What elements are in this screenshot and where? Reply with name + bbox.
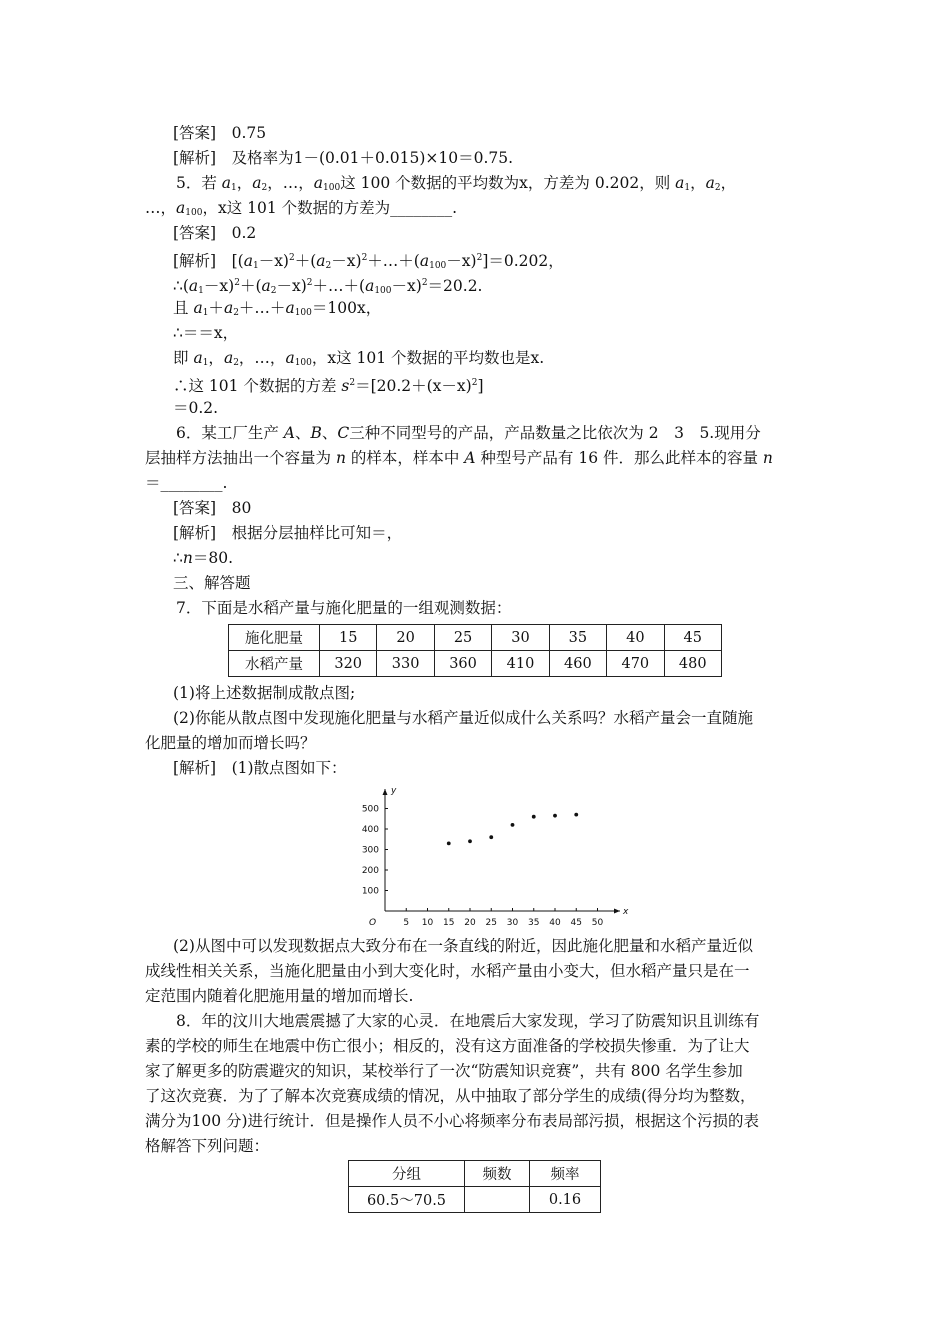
table-cell: 60.5～70.5 xyxy=(349,1187,465,1213)
table-header: 频率 xyxy=(530,1161,601,1187)
q6-result: ∴n＝80. xyxy=(173,549,234,567)
q4-answer: [答案] 0.75 xyxy=(173,124,267,142)
scatter-point xyxy=(574,813,578,817)
table-row xyxy=(229,625,722,651)
q7-part2-line2: 化肥量的增加而增长吗？ xyxy=(145,734,316,752)
table-cell: 460 xyxy=(549,651,606,677)
q5-answer: [答案] 0.2 xyxy=(173,224,257,242)
q8-line1: 8．年的汶川大地震震撼了大家的心灵．在地震后大家发现，学习了防震知识且训练有 xyxy=(176,1012,760,1030)
q7-part2-line1: (2)你能从散点图中发现施化肥量与水稻产量近似成什么关系吗？水稻产量会一直随施 xyxy=(173,709,753,727)
table-row-label: 水稻产量 xyxy=(229,651,320,677)
y-axis-arrow xyxy=(383,789,388,795)
q8-line4: 了这次竞赛．为了了解本次竞赛成绩的情况，从中抽取了部分学生的成绩(得分均为整数， xyxy=(145,1087,756,1105)
scatter-point xyxy=(532,815,536,819)
table-cell: 15 xyxy=(320,625,377,651)
x-tick-label: 35 xyxy=(528,918,540,928)
q7-data-table xyxy=(228,624,722,677)
chart-points xyxy=(447,813,578,846)
chart-axes xyxy=(362,786,629,928)
q5-analysis: [解析] $[(a_1-x)^2+(a_2-x)^2+\dots+(a_{100}-x)^2]=0.202$， xyxy=(173,252,564,271)
x-axis-arrow xyxy=(614,909,620,914)
q7-part1: (1)将上述数据制成散点图; xyxy=(173,684,356,702)
x-tick-label: 25 xyxy=(485,918,497,928)
y-tick-label: 400 xyxy=(361,825,379,835)
scatter-point xyxy=(553,814,557,818)
q7-conclusion-line2: 成线性相关关系，当施化肥量由小到大变化时，水稻产量由小变大，但水稻产量只是在一 xyxy=(145,962,750,980)
y-tick-label: 500 xyxy=(361,804,379,815)
table-cell: 25 xyxy=(434,625,491,651)
x-tick-label: 10 xyxy=(421,918,434,928)
table-cell: 45 xyxy=(664,625,721,651)
q8-line5: 满分为100 分)进行统计．但是操作人员不小心将频率分布表局部污损，根据这个污损的表 xyxy=(145,1112,760,1130)
table-cell: 0.16 xyxy=(530,1187,601,1213)
q8-line3: 家了解更多的防震避灾的知识，某校举行了一次“防震知识竞赛”，共有 800 名学生参加 xyxy=(145,1062,743,1080)
origin-label: O xyxy=(369,918,377,928)
x-tick-label: 15 xyxy=(443,918,455,928)
table-cell: 35 xyxy=(549,625,606,651)
table-cell: 360 xyxy=(434,651,491,677)
x-tick-label: 30 xyxy=(506,918,519,928)
table-cell: 470 xyxy=(607,651,664,677)
q6-answer: [答案] 80 xyxy=(173,499,252,517)
x-tick-label: 5 xyxy=(403,918,410,928)
q5-stem-line2: …，$a_{100}$，x这 101 个数据的方差为________. xyxy=(145,199,458,218)
x-tick-label: 50 xyxy=(591,918,604,928)
x-axis-label: x xyxy=(623,907,629,917)
q6-analysis: [解析] 根据分层抽样比可知＝， xyxy=(173,524,403,542)
q5-result: ＝0.2. xyxy=(173,399,219,417)
scatter-chart xyxy=(355,783,630,928)
table-cell: 480 xyxy=(664,651,721,677)
q4-analysis: [解析] 及格率为1－(0.01＋0.015)×10＝0.75. xyxy=(173,149,514,167)
x-tick-label: 45 xyxy=(570,918,582,928)
table-cell: 40 xyxy=(607,625,664,651)
table-header: 分组 xyxy=(349,1161,465,1187)
q7-conclusion-line1: (2)从图中可以发现数据点大致分布在一条直线的附近，因此施化肥量和水稻产量近似 xyxy=(173,937,753,955)
q6-stem-line2: 层抽样方法抽出一个容量为 n 的样本，样本中 A 种型号产品有 16 件．那么此样本的容量 n xyxy=(145,449,773,467)
q5-therefore: $\therefore(a_1-x)^2+(a_2-x)^2+\dots+(a_{100}-x)^2=20.2$. xyxy=(173,277,483,296)
q6-stem-line3: ＝________. xyxy=(145,474,228,492)
q8-line6: 格解答下列问题： xyxy=(145,1137,270,1155)
scatter-point xyxy=(468,839,472,843)
table-cell: 410 xyxy=(492,651,549,677)
table-row xyxy=(229,651,722,677)
y-tick-label: 300 xyxy=(361,845,379,856)
x-tick-label: 40 xyxy=(549,918,561,928)
q7-conclusion-line3: 定范围内随着化肥施用量的增加而增长. xyxy=(145,987,414,1005)
q5-stem-line1: 5．若 $a_1$，$a_2$，…，$a_{100}$这 100 个数据的平均数为x，方差为 0.202，则 $a_1$，$a_2$， xyxy=(176,174,737,193)
table-cell: 30 xyxy=(492,625,549,651)
section-title: 三、解答题 xyxy=(173,574,251,592)
q6-stem-line1: 6．某工厂生产 A、B、C三种不同型号的产品，产品数量之比依次为 2 3 5.现用分 xyxy=(176,424,761,442)
y-tick-label: 100 xyxy=(361,886,379,897)
scatter-point xyxy=(447,841,451,845)
table-header-row xyxy=(349,1161,601,1187)
q5-sum: 且 $a_1+a_2+\dots+a_{100}=100x$， xyxy=(173,299,382,318)
table-header: 频数 xyxy=(465,1161,530,1187)
x-tick-label: 20 xyxy=(464,918,476,928)
table-cell xyxy=(465,1187,530,1213)
table-row xyxy=(349,1187,601,1213)
y-axis-label: y xyxy=(391,786,397,796)
table-row-label: 施化肥量 xyxy=(229,625,320,651)
table-cell: 320 xyxy=(320,651,377,677)
table-cell: 20 xyxy=(377,625,434,651)
table-cell: 330 xyxy=(377,651,434,677)
scatter-point xyxy=(489,835,493,839)
q7-analysis: [解析] (1)散点图如下： xyxy=(173,759,347,777)
q7-stem: 7．下面是水稻产量与施化肥量的一组观测数据： xyxy=(176,599,512,617)
scatter-point xyxy=(511,823,515,827)
q5-variance: ∴这 101 个数据的方差 $s^2=[20.2+(x-x)^2]$ xyxy=(173,377,484,395)
q5-mean-eq: ∴＝＝x， xyxy=(173,324,239,342)
q5-ji: 即 $a_1$，$a_2$，…，$a_{100}$，x这 101 个数据的平均数也是x. xyxy=(173,349,545,368)
q8-frequency-table xyxy=(348,1160,601,1213)
q8-line2: 素的学校的师生在地震中伤亡很小；相反的，没有这方面准备的学校损失惨重．为了让大 xyxy=(145,1037,750,1055)
y-tick-label: 200 xyxy=(361,866,379,876)
